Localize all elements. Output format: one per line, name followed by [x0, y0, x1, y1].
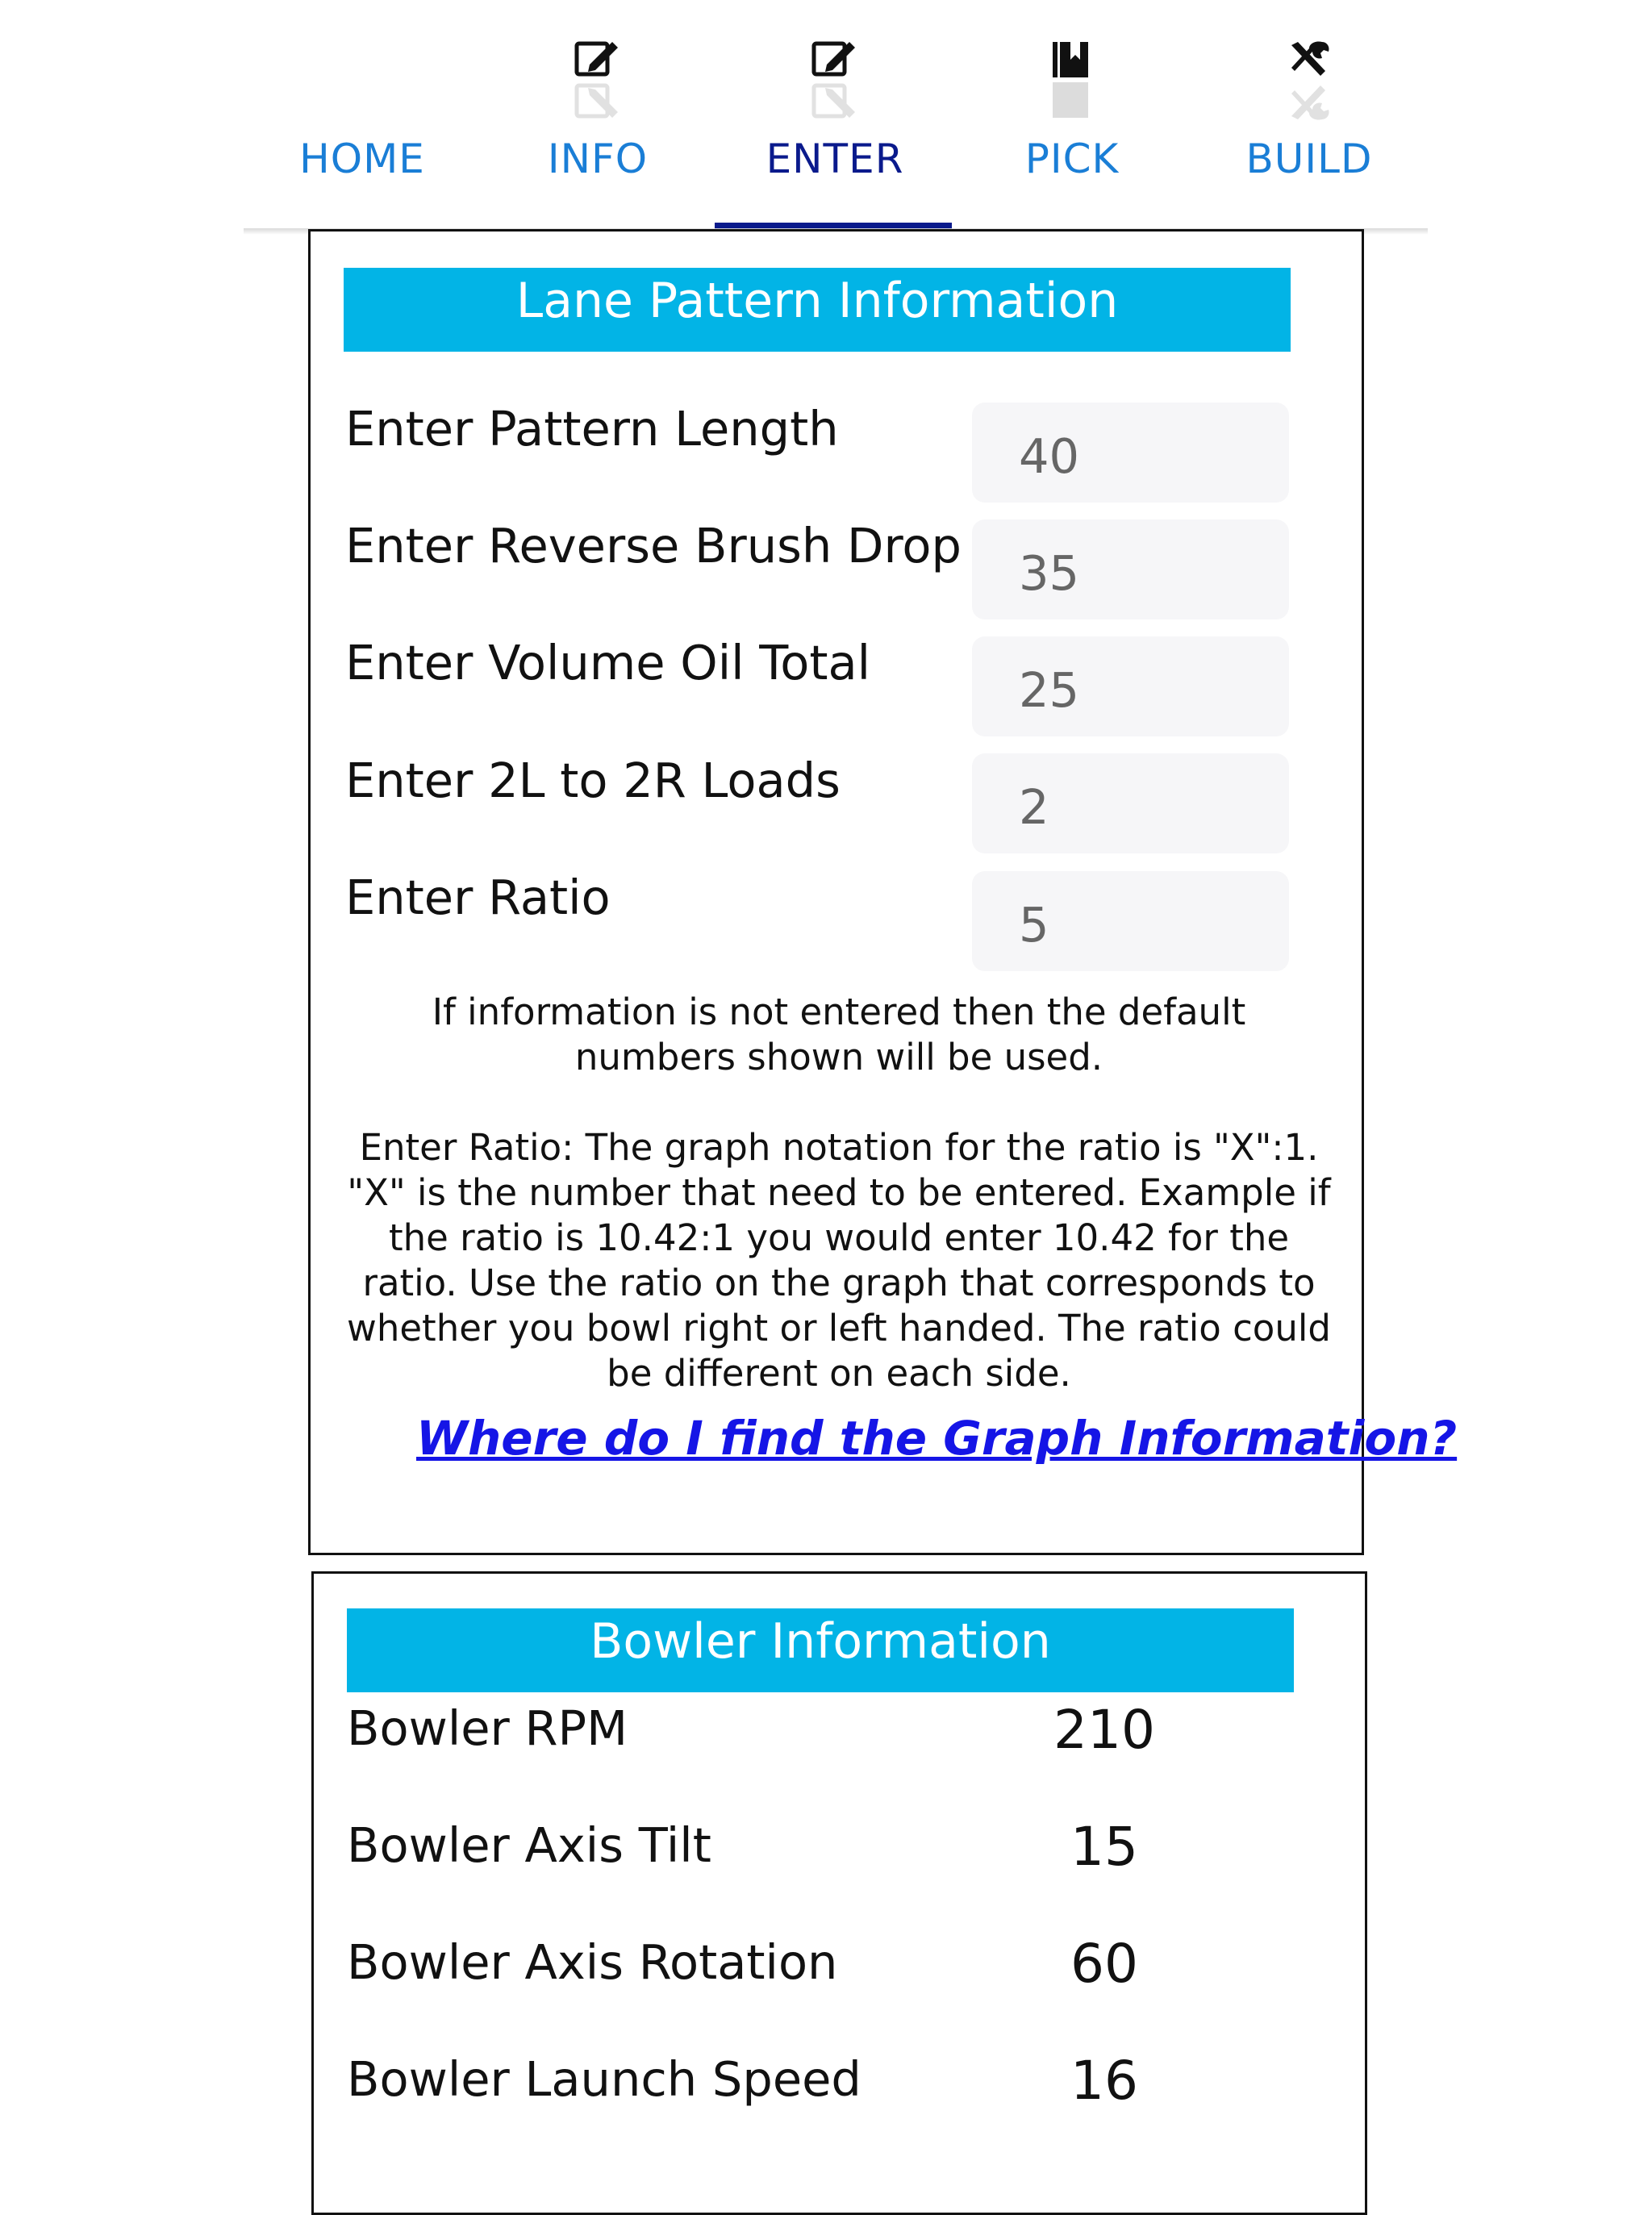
lane-pattern-card	[308, 229, 1458, 1555]
bowler-information-card	[311, 1571, 1367, 2215]
tab-info[interactable]	[479, 0, 716, 230]
tab-pick[interactable]	[953, 0, 1191, 230]
bowler-axis-rotation-value: 60	[1070, 1933, 1138, 1995]
bowler-axis-rotation-label: Bowler Axis Rotation	[347, 1934, 838, 1990]
bowler-launch-speed-value: 16	[1070, 2050, 1138, 2112]
default-values-note: If information is not entered then the default numbers shown will be used.	[432, 991, 1246, 1078]
volume-oil-total-label: Enter Volume Oil Total	[345, 635, 871, 690]
tab-build-label: BUILD	[1245, 136, 1373, 182]
pattern-length-input[interactable]: 40	[972, 403, 1289, 503]
loads-2l-2r-label: Enter 2L to 2R Loads	[345, 753, 841, 808]
bookmark-book-icon	[1046, 35, 1098, 124]
edit-icon	[809, 35, 861, 124]
bowler-rpm-value: 210	[1053, 1699, 1155, 1761]
loads-2l-2r-input[interactable]: 2	[972, 753, 1289, 853]
tab-home-label: HOME	[299, 136, 425, 182]
volume-oil-total-input[interactable]: 25	[972, 636, 1289, 736]
bowler-information-title: Bowler Information	[347, 1608, 1294, 1692]
bowler-axis-tilt-label: Bowler Axis Tilt	[347, 1817, 711, 1873]
lane-pattern-title: Lane Pattern Information	[344, 268, 1291, 352]
tab-home[interactable]	[244, 0, 481, 230]
edit-icon	[572, 35, 624, 124]
reverse-brush-drop-label: Enter Reverse Brush Drop	[345, 518, 962, 574]
bowler-launch-speed-label: Bowler Launch Speed	[347, 2051, 861, 2107]
graph-information-link[interactable]: Where do I find the Graph Information?	[416, 1411, 1458, 1466]
ratio-input[interactable]: 5	[972, 871, 1289, 971]
ratio-label: Enter Ratio	[345, 870, 611, 925]
tab-enter[interactable]	[716, 0, 953, 230]
tab-enter-label: ENTER	[766, 136, 904, 182]
reverse-brush-drop-input[interactable]: 35	[972, 519, 1289, 619]
tab-pick-label: PICK	[1024, 136, 1120, 182]
tools-icon	[1283, 35, 1335, 124]
bowler-axis-tilt-value: 15	[1070, 1816, 1138, 1878]
pattern-length-label: Enter Pattern Length	[345, 401, 839, 457]
tab-info-label: INFO	[547, 136, 649, 182]
bowler-rpm-label: Bowler RPM	[347, 1700, 628, 1756]
tab-build[interactable]	[1191, 0, 1428, 230]
tab-bar	[244, 0, 1428, 230]
ratio-instructions-note: Enter Ratio: The graph notation for the ratio is "X":1. "X" is the number that need to be entered. Example if the ratio is 10.42:1 you would enter 10.42 for the ratio. Use the ratio on the graph that corresponds to whether you bowl right or left handed. The ratio could be different on each side.	[347, 1126, 1331, 1395]
